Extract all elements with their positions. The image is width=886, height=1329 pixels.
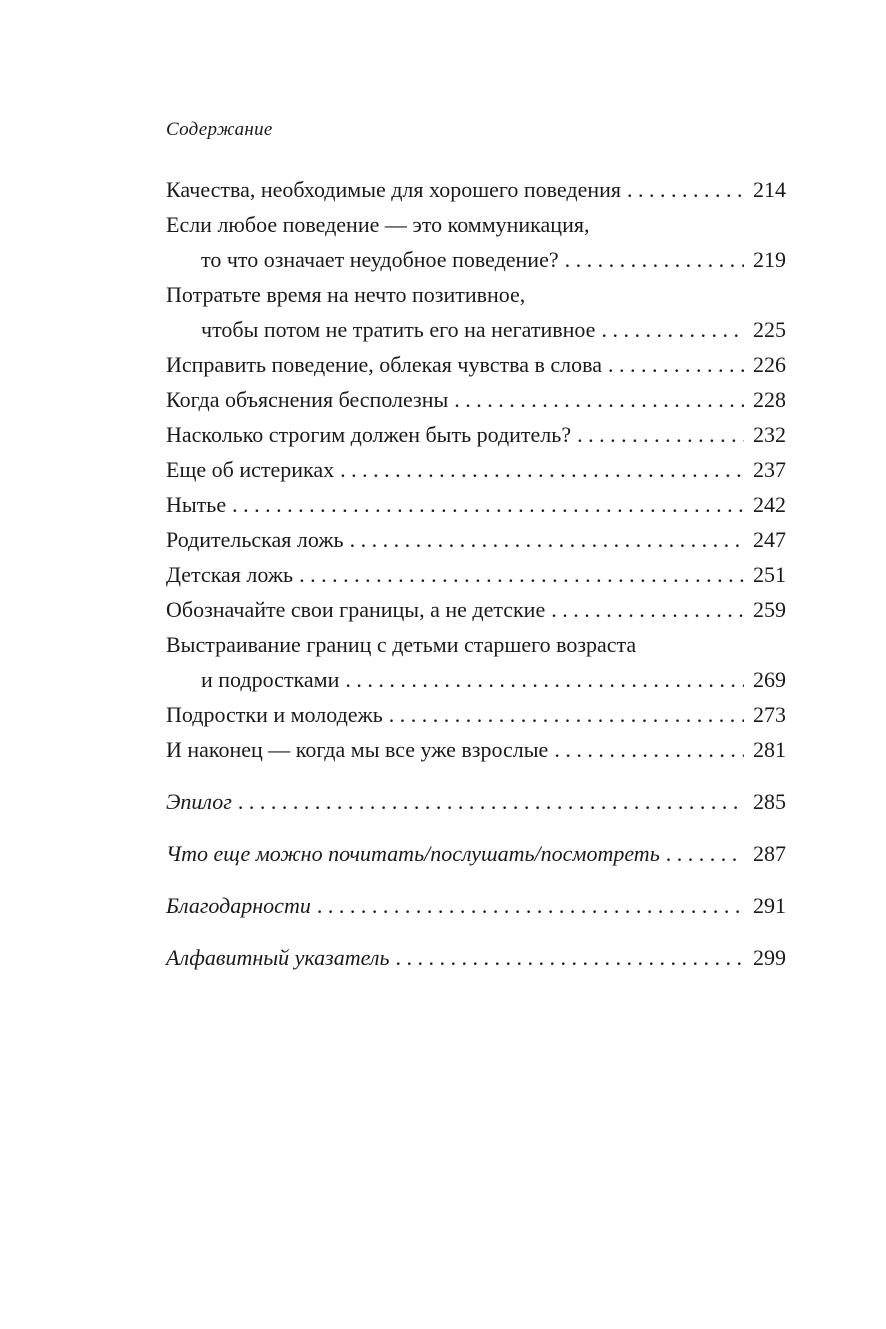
toc-entry-row xyxy=(166,452,786,487)
dot-leader xyxy=(238,784,744,819)
toc-entry xyxy=(166,836,786,871)
toc-entry xyxy=(166,382,786,417)
toc-entry-title-line: то что означает неудобное поведение? xyxy=(201,247,559,272)
toc-entry-row xyxy=(166,697,786,732)
toc-entry-title-line: Выстраивание границ с детьми старшего возраста xyxy=(166,632,637,657)
dot-leader xyxy=(317,888,744,923)
toc-entry-row xyxy=(166,312,786,347)
toc-page-number: 228 xyxy=(753,387,786,412)
toc-page-number: 287 xyxy=(753,841,786,866)
toc-entry-row xyxy=(166,662,786,697)
toc-entry xyxy=(166,784,786,819)
toc-entry-row xyxy=(166,487,786,522)
toc-entry-title-line: Потратьте время на нечто позитивное, xyxy=(166,282,526,307)
toc-entry-row xyxy=(166,382,786,417)
toc-entry-title-line: Алфавитный указатель xyxy=(166,945,390,970)
toc-entry-title-line: Когда объяснения бесполезны xyxy=(166,387,449,412)
toc-entry-row xyxy=(166,417,786,452)
dot-leader xyxy=(299,557,744,592)
toc-entry-title-line: Эпилог xyxy=(166,789,232,814)
dot-leader xyxy=(601,312,744,347)
toc-entry xyxy=(166,347,786,382)
dot-leader xyxy=(554,732,744,767)
toc-page-number: 232 xyxy=(753,422,786,447)
dot-leader xyxy=(395,940,744,975)
toc-entry-row xyxy=(166,172,786,207)
toc-entry xyxy=(166,697,786,732)
toc-entry-title-line: Нытье xyxy=(166,492,227,517)
toc-entry-row xyxy=(166,592,786,627)
toc-entry-title-line: чтобы потом не тратить его на негативное xyxy=(201,317,596,342)
toc-entry xyxy=(166,732,786,767)
toc-entry-row xyxy=(166,940,786,975)
dot-leader xyxy=(454,382,744,417)
toc-page-number: 269 xyxy=(753,667,786,692)
toc-entry xyxy=(166,207,786,277)
toc-entry xyxy=(166,452,786,487)
dot-leader xyxy=(608,347,744,382)
toc-page-number: 247 xyxy=(753,527,786,552)
dot-leader xyxy=(551,592,744,627)
toc-page-number: 237 xyxy=(753,457,786,482)
toc-entry-row xyxy=(166,888,786,923)
toc-entry-row xyxy=(166,242,786,277)
toc-entry-row xyxy=(166,732,786,767)
toc-page-number: 285 xyxy=(753,789,786,814)
toc-entry xyxy=(166,592,786,627)
toc-entry-row xyxy=(166,522,786,557)
dot-leader xyxy=(389,697,744,732)
toc-page-number: 214 xyxy=(753,177,786,202)
toc-entry-title-line: Насколько строгим должен быть родитель? xyxy=(166,422,572,447)
toc-page-number: 273 xyxy=(753,702,786,727)
toc-entry-row xyxy=(166,557,786,592)
toc-entry xyxy=(166,557,786,592)
toc-entry-title-line: и подростками xyxy=(201,667,340,692)
toc-entry-title-line: Если любое поведение — это коммуникация, xyxy=(166,212,590,237)
toc-page-number: 226 xyxy=(753,352,786,377)
toc-page-number: 259 xyxy=(753,597,786,622)
toc-entry-title-line: И наконец — когда мы все уже взрослые xyxy=(166,737,549,762)
toc-page-number: 299 xyxy=(753,945,786,970)
toc-entry xyxy=(166,888,786,923)
toc-page-number: 219 xyxy=(753,247,786,272)
toc-entry xyxy=(166,522,786,557)
toc-entry xyxy=(166,277,786,347)
dot-leader xyxy=(666,836,744,871)
toc-entry-title-line: Обозначайте свои границы, а не детские xyxy=(166,597,546,622)
toc-entry-title-line: Детская ложь xyxy=(166,562,294,587)
toc-entry xyxy=(166,627,786,697)
toc-entry-title-line: Исправить поведение, облекая чувства в слова xyxy=(166,352,602,377)
table-of-contents xyxy=(166,172,786,975)
toc-entry-title-line: Еще об истериках xyxy=(166,457,335,482)
dot-leader xyxy=(350,522,744,557)
dot-leader xyxy=(345,662,744,697)
toc-page-number: 291 xyxy=(753,893,786,918)
toc-entry-title-line: Что еще можно почитать/послушать/посмотреть xyxy=(166,841,660,866)
toc-entry-row xyxy=(166,836,786,871)
dot-leader xyxy=(577,417,744,452)
toc-page-number: 225 xyxy=(753,317,786,342)
toc-entry xyxy=(166,417,786,452)
toc-page-number: 242 xyxy=(753,492,786,517)
toc-entry-row xyxy=(166,784,786,819)
toc-entry-row xyxy=(166,347,786,382)
dot-leader xyxy=(627,172,744,207)
dot-leader xyxy=(340,452,744,487)
toc-entry xyxy=(166,487,786,522)
toc-entry-title-line: Благодарности xyxy=(166,893,311,918)
toc-entry-title-line: Качества, необходимые для хорошего поведения xyxy=(166,177,622,202)
toc-entry-title-line: Родительская ложь xyxy=(166,527,344,552)
dot-leader xyxy=(565,242,744,277)
running-head: Содержание xyxy=(166,119,273,140)
toc-entry xyxy=(166,172,786,207)
toc-entry xyxy=(166,940,786,975)
dot-leader xyxy=(232,487,744,522)
toc-page-number: 251 xyxy=(753,562,786,587)
toc-page-number: 281 xyxy=(753,737,786,762)
toc-entry-title-line: Подростки и молодежь xyxy=(166,702,383,727)
